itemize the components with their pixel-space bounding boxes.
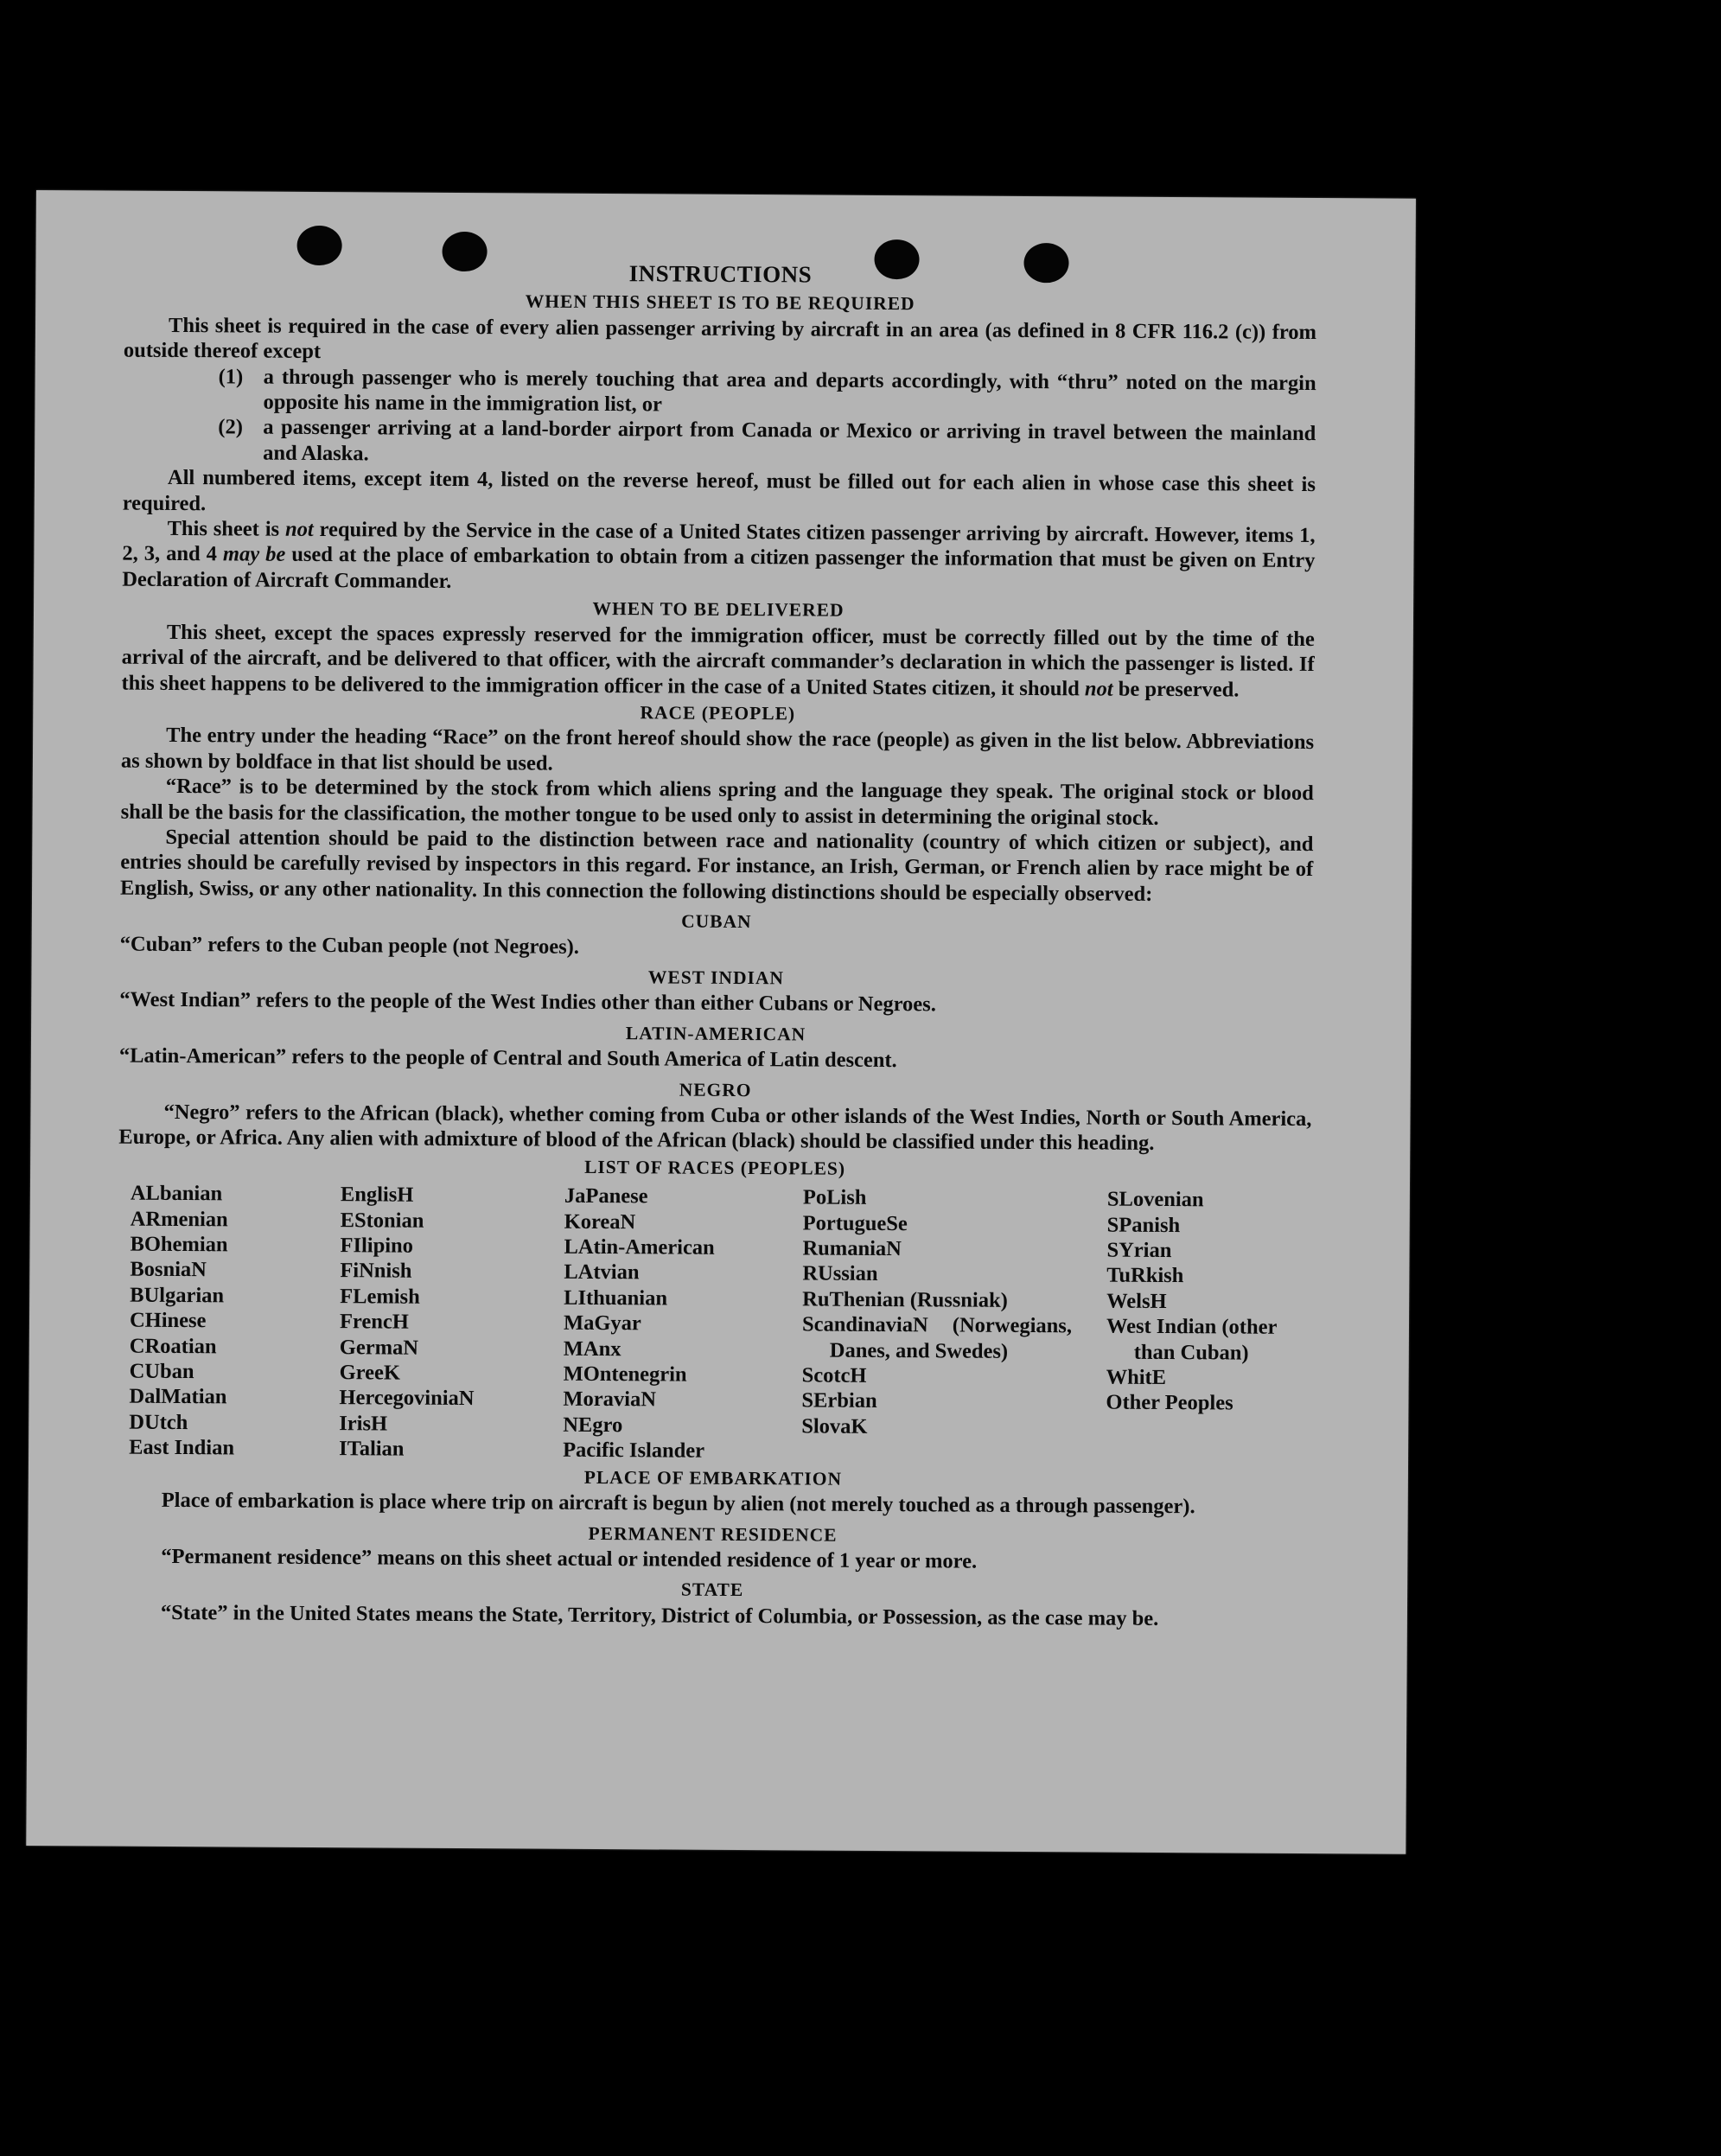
race-entry: FLemish [340, 1285, 420, 1309]
document-sheet [26, 190, 1416, 1854]
race-column [339, 1182, 564, 1463]
race-entry: WhitE [1106, 1365, 1167, 1390]
paragraph-cuban: “Cuban” refers to the Cuban people (not Negroes). [119, 932, 580, 959]
race-entry: Pacific Islander [563, 1438, 705, 1464]
race-entry: PoLish [802, 1185, 867, 1210]
section-heading-west-indian: WEST INDIAN [647, 966, 785, 989]
race-entry: ScotcH [801, 1363, 867, 1387]
exception-item-2 [218, 415, 1316, 473]
race-entry: East Indian [129, 1435, 235, 1460]
paragraph-citizen: This sheet is not required by the Service in the case of a United States citizen passenger arriving by aircraft. However, items 1, 2, 3, and 4 may be used at the place of embarkation to obtain from a citizen passenger the information that must be given on Entry Declaration of Aircraft Commander. [122, 516, 1316, 593]
section-heading-race: RACE (PEOPLE) [640, 702, 796, 724]
section-heading-cuban: CUBAN [681, 910, 752, 933]
race-entry: ScandinaviaN (Norwegians, Danes, and Swedes) [801, 1312, 1073, 1363]
race-entry: EStonian [340, 1208, 424, 1233]
race-entry: CUban [129, 1359, 194, 1384]
race-entry: PortugueSe [802, 1211, 908, 1235]
race-entry: LAtin-American [564, 1234, 715, 1260]
race-entry: EnglisH [340, 1183, 414, 1207]
paragraph-numbered-items: All numbered items, except item 4, listed on the reverse hereof, must be filled out for each alien in whose case this sheet is required. [122, 466, 1316, 515]
section-heading-when-delivered: WHEN TO BE DELIVERED [592, 598, 845, 621]
paragraph-residence: “Permanent residence” means on this sheet actual or intended residence of 1 year or more. [161, 1544, 978, 1573]
race-entry: MOntenegrin [563, 1362, 687, 1387]
paragraph-race-definition: “Race” is to be determined by the stock from which aliens spring and the language they speak. The original stock or blood shall be the basis for the classification, the mother tongue to be used only to assist in determining the original stock. [120, 775, 1314, 830]
race-entry: BOhemian [130, 1232, 228, 1257]
race-entry: ALbanian [130, 1181, 223, 1206]
race-entry: TuRkish [1106, 1264, 1184, 1288]
paragraph-required-intro: This sheet is required in the case of every alien passenger arriving by aircraft in an area (as defined in 8 CFR 116.2 (c)) from outside thereof except [123, 313, 1317, 364]
paragraph-embarkation: Place of embarkation is place where trip on aircraft is begun by alien (not merely touched as a through passenger). [161, 1489, 1195, 1519]
race-entry: LAtvian [564, 1260, 640, 1285]
race-entry: FrencH [339, 1310, 409, 1334]
race-entry: SLovenian [1106, 1187, 1204, 1212]
race-entry: NEgro [563, 1413, 623, 1438]
section-heading-list-of-races: LIST OF RACES (PEOPLES) [584, 1156, 846, 1179]
race-entry: DalMatian [129, 1385, 227, 1409]
race-entry: CHinese [129, 1308, 207, 1333]
paragraph-race-nationality: Special attention should be paid to the distinction between race and nationality (country of which citizen or subject), and entries should be carefully revised by inspectors in this regard. For instance, an Irish, German, or French alien by race might be of English, Swiss, or any other nationality. In this connection the following distinctions should be especially observed: [119, 825, 1314, 906]
race-entry: WelsH [1106, 1289, 1167, 1313]
race-entry: MaGyar [563, 1311, 641, 1336]
race-entry: KoreaN [564, 1209, 636, 1234]
section-heading-residence: PERMANENT RESIDENCE [588, 1522, 838, 1546]
race-entry: SlovaK [801, 1414, 868, 1438]
exception-number: (2) [218, 415, 243, 439]
section-heading-embarkation: PLACE OF EMBARKATION [583, 1466, 843, 1489]
race-entry: CRoatian [129, 1334, 217, 1358]
race-column [129, 1181, 341, 1462]
race-entry: ITalian [339, 1437, 405, 1461]
paragraph-state: “State” in the United States means the State, Territory, District of Columbia, or Possession, as the case may be. [160, 1600, 1159, 1630]
race-entry: RumaniaN [802, 1236, 902, 1261]
race-entry: SPanish [1106, 1213, 1181, 1237]
race-column [801, 1185, 1107, 1467]
paragraph-race-entry: The entry under the heading “Race” on the front hereof should show the race (people) as given in the list below. Abbreviations as shown by boldface in that list should be used. [120, 724, 1315, 775]
race-entry: MAnx [563, 1336, 621, 1361]
race-entry: West Indian (other than Cuban) [1106, 1314, 1278, 1365]
race-entry: IrisH [339, 1412, 388, 1436]
race-entry: SErbian [801, 1388, 877, 1413]
exception-text: a passenger arriving at a land-border airport from Canada or Mexico or arriving in travel between the mainland and Alaska. [263, 416, 1316, 466]
race-column [563, 1183, 803, 1464]
race-entry: GermaN [339, 1335, 419, 1360]
document-content [116, 258, 1317, 1633]
race-entry: MoraviaN [563, 1387, 657, 1412]
exception-text: a through passenger who is merely touching that area and departs accordingly, with “thru” noted on the margin opposite his name in the immigration list, or [263, 365, 1316, 417]
race-entry: SYrian [1106, 1238, 1172, 1263]
race-entry: RuThenian (Russniak) [802, 1287, 1008, 1312]
race-entry: HercegoviniaN [339, 1386, 475, 1411]
race-entry: FiNnish [340, 1259, 412, 1284]
section-heading-latin-american: LATIN-AMERICAN [625, 1022, 806, 1045]
race-entry: Other Peoples [1106, 1391, 1233, 1415]
paragraph-west-indian: “West Indian” refers to the people of the West Indies other than either Cubans or Negroes. [119, 987, 936, 1017]
paragraph-latin-american: “Latin-American” refers to the people of Central and South America of Latin descent. [118, 1043, 897, 1073]
race-entry: JaPanese [564, 1183, 648, 1209]
race-entry: RUssian [802, 1261, 878, 1286]
race-entry: FIlipino [340, 1234, 414, 1258]
race-entry: BosniaN [130, 1258, 207, 1282]
exception-item-1 [218, 364, 1316, 422]
race-column [1106, 1187, 1323, 1468]
section-heading-when-required: WHEN THIS SHEET IS TO BE REQUIRED [525, 290, 915, 315]
race-entry: DUtch [129, 1410, 188, 1434]
race-entry: GreeK [339, 1361, 401, 1385]
paragraph-negro: “Negro” refers to the African (black), whether coming from Cuba or other islands of the West Indies, North or South America, Europe, or Africa. Any alien with admixture of blood of the African (black) should be classified under this heading. [118, 1100, 1312, 1156]
race-entry: LIthuanian [564, 1285, 668, 1311]
page-title: INSTRUCTIONS [628, 260, 813, 288]
section-heading-state: STATE [680, 1579, 744, 1601]
race-entry: ARmenian [130, 1207, 228, 1232]
race-list [129, 1181, 1311, 1468]
section-heading-negro: NEGRO [679, 1079, 752, 1100]
paragraph-delivery: This sheet, except the spaces expressly reserved for the immigration officer, must be correctly filled out by the time of the arrival of the aircraft, and be delivered to that officer, with the aircraft commander’s declaration in which the passenger is listed. If this sheet happens to be delivered to the immigration officer in the case of a United States citizen, it should not be preserved. [121, 620, 1315, 702]
exception-number: (1) [218, 364, 244, 389]
race-entry: BUlgarian [130, 1283, 225, 1308]
